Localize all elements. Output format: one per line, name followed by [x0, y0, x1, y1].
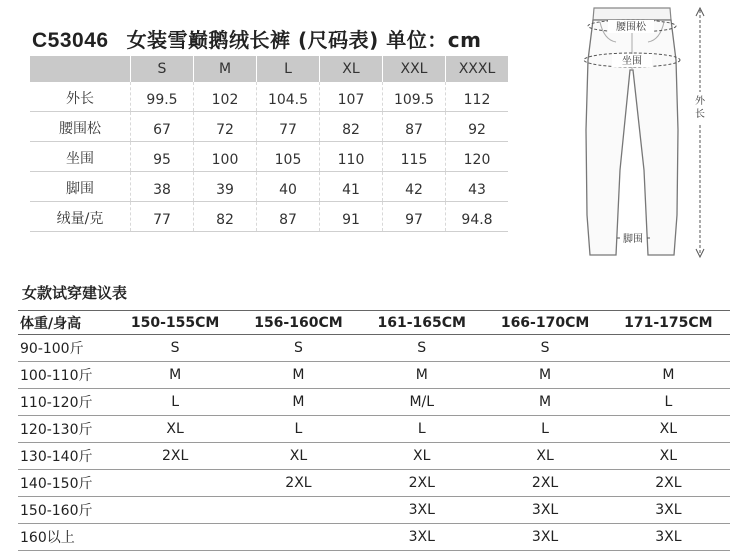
recommended-size: L — [541, 421, 549, 437]
weight-label: 100-110斤 — [20, 368, 93, 384]
recommended-size: 2XL — [408, 475, 435, 491]
weight-label: 120-130斤 — [20, 422, 93, 438]
recommendation-row — [18, 335, 730, 362]
measurement-value: 100 — [193, 142, 256, 171]
size-chart-table — [30, 56, 508, 232]
measurement-label: 腰围松 — [59, 121, 101, 137]
recommendation-row — [18, 443, 730, 470]
size-header-cell: XXXL — [445, 56, 508, 82]
recommendation-table — [18, 310, 730, 551]
recommended-size: 2XL — [161, 448, 189, 464]
measurement-label: 外长 — [66, 91, 94, 107]
measurement-value: 115 — [382, 142, 445, 171]
recommended-size: XL — [659, 448, 678, 464]
weight-label: 110-120斤 — [20, 395, 93, 411]
measurement-value: 104.5 — [256, 82, 319, 111]
weight-label: 150-160斤 — [20, 503, 93, 519]
recommended-size: S — [170, 340, 180, 356]
measurement-value: 41 — [319, 172, 382, 201]
recommended-size: M — [539, 367, 552, 383]
recommended-size: XL — [659, 421, 678, 437]
hem-label: 脚围 — [623, 234, 643, 245]
measurement-value: 82 — [319, 112, 382, 141]
recommendation-row — [18, 389, 730, 416]
measurement-value: 110 — [319, 142, 382, 171]
recommendation-row — [18, 470, 730, 497]
measurement-value: 77 — [256, 112, 319, 141]
size-chart-row — [30, 202, 508, 232]
recommendation-row — [18, 524, 730, 551]
weight-label: 90-100斤 — [20, 341, 84, 357]
recommended-size — [113, 497, 236, 523]
measurement-value: 105 — [256, 142, 319, 171]
recommended-size: XL — [289, 448, 308, 464]
weight-label: 140-150斤 — [20, 476, 93, 492]
recommended-size: M — [169, 367, 182, 383]
measurement-value: 42 — [382, 172, 445, 201]
recommended-size: M — [662, 367, 675, 383]
size-header-cell: XL — [319, 56, 382, 82]
size-header-cell: M — [193, 56, 256, 82]
measurement-value: 87 — [256, 202, 319, 231]
size-chart-row — [30, 82, 508, 112]
recommendation-row — [18, 362, 730, 389]
measurement-label: 脚围 — [66, 181, 94, 197]
size-header-cell: L — [256, 56, 319, 82]
measurement-value: 38 — [130, 172, 193, 201]
recommended-size: L — [417, 421, 426, 437]
recommended-size: S — [417, 340, 427, 356]
measurement-value: 87 — [382, 112, 445, 141]
hip-label: 坐围 — [622, 56, 642, 67]
product-code: C53046 — [32, 29, 109, 52]
measurement-value: 94.8 — [445, 202, 508, 231]
header-empty-cell — [30, 56, 130, 82]
recommended-size: 3XL — [408, 529, 435, 545]
measurement-label: 绒量/克 — [56, 211, 104, 227]
recommended-size: M — [292, 367, 305, 383]
measurement-value: 39 — [193, 172, 256, 201]
size-chart-row — [30, 142, 508, 172]
rec-header-cell: 171-175CM — [624, 314, 713, 331]
recommended-size: 3XL — [655, 529, 682, 545]
recommended-size: M — [539, 394, 552, 410]
measurement-value: 95 — [130, 142, 193, 171]
measurement-value: 40 — [256, 172, 319, 201]
weight-label: 160以上 — [20, 530, 75, 546]
recommended-size — [113, 470, 236, 496]
recommended-size: 2XL — [285, 475, 312, 491]
measurement-value: 77 — [130, 202, 193, 231]
page-title — [32, 24, 481, 53]
recommended-size: XL — [413, 448, 431, 464]
measurement-value: 107 — [319, 82, 382, 111]
measurement-value: 102 — [193, 82, 256, 111]
pants-diagram — [560, 0, 750, 270]
recommended-size: 3XL — [655, 502, 682, 518]
rec-header-cell: 156-160CM — [254, 314, 343, 331]
size-header-cell: XXL — [382, 56, 445, 82]
rec-header-cell: 体重/身高 — [20, 315, 82, 332]
rec-header-cell: 166-170CM — [500, 314, 590, 331]
length-label: 外长 — [695, 96, 705, 120]
rec-header-cell: 161-165CM — [377, 314, 466, 331]
measurement-value: 72 — [193, 112, 256, 141]
measurement-value: 120 — [445, 142, 508, 171]
title-text: 女装雪巅鹅绒长裤 (尺码表) 单位：cm — [126, 28, 482, 52]
recommendation-header — [18, 310, 730, 335]
measurement-value: 99.5 — [130, 82, 193, 111]
recommendation-row — [18, 416, 730, 443]
measurement-value: 91 — [319, 202, 382, 231]
measurement-value: 112 — [445, 82, 508, 111]
recommended-size: M — [415, 367, 428, 383]
recommended-size — [237, 524, 360, 550]
measurement-value: 67 — [130, 112, 193, 141]
recommended-size: L — [171, 394, 180, 410]
rec-header-cell: 150-155CM — [130, 314, 220, 331]
waist-label: 腰围松 — [616, 22, 646, 33]
recommended-size: XL — [536, 448, 554, 464]
recommended-size: M/L — [409, 394, 435, 410]
recommended-size: XL — [166, 421, 184, 437]
recommended-size — [113, 524, 236, 550]
size-chart-header — [30, 56, 508, 82]
measurement-value: 43 — [445, 172, 508, 201]
measurement-value: 82 — [193, 202, 256, 231]
recommended-size: 2XL — [531, 475, 559, 491]
recommended-size: S — [540, 340, 550, 356]
recommended-size — [237, 497, 360, 523]
measurement-label: 坐围 — [66, 151, 94, 167]
pants-waistband — [593, 8, 671, 20]
recommended-size — [607, 335, 730, 361]
recommended-size: 2XL — [655, 475, 682, 491]
recommended-size: L — [664, 394, 673, 410]
measurement-value: 92 — [445, 112, 508, 141]
recommendation-title: 女款试穿建议表 — [22, 284, 128, 302]
weight-label: 130-140斤 — [20, 449, 93, 465]
measurement-value: 97 — [382, 202, 445, 231]
recommended-size: 3XL — [531, 502, 559, 518]
size-header-cell: S — [130, 56, 193, 82]
recommended-size: 3XL — [408, 502, 435, 518]
recommended-size: 3XL — [531, 529, 559, 545]
recommended-size: S — [293, 340, 303, 356]
measurement-value: 109.5 — [382, 82, 445, 111]
recommended-size: L — [294, 421, 303, 437]
size-chart-row — [30, 172, 508, 202]
recommended-size: M — [292, 394, 305, 410]
recommendation-row — [18, 497, 730, 524]
size-chart-row — [30, 112, 508, 142]
